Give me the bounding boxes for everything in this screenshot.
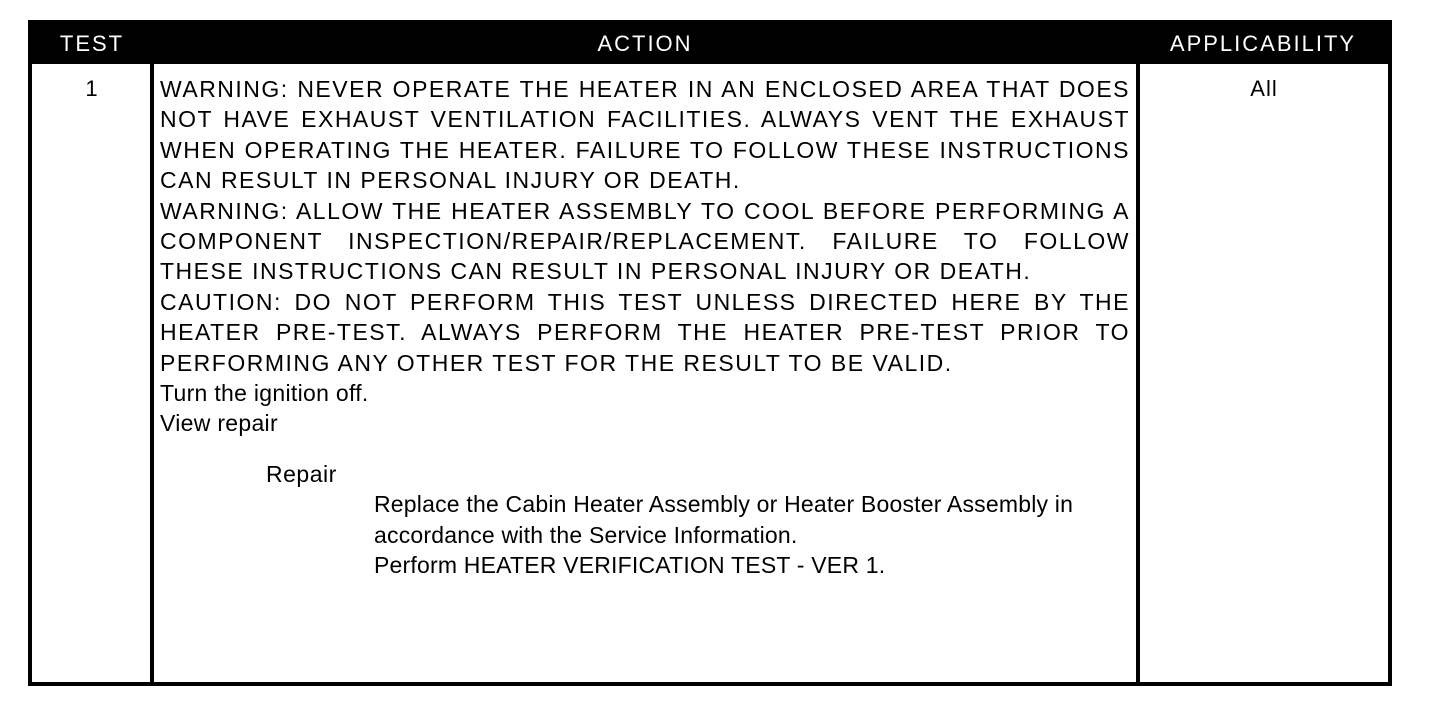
- column-divider-action: [1136, 64, 1140, 682]
- column-divider-test: [150, 64, 154, 682]
- view-repair-link[interactable]: View repair: [160, 410, 278, 437]
- repair-verification-instruction: Perform HEATER VERIFICATION TEST - VER 1.: [374, 552, 886, 579]
- diagnostic-table: [28, 20, 1392, 686]
- header-action: ACTION: [597, 31, 693, 56]
- test-number: 1: [85, 76, 99, 101]
- header-test: TEST: [59, 31, 125, 56]
- repair-replace-instruction: Replace the Cabin Heater Assembly or Heater Booster Assembly in accordance with the Service Information.: [374, 491, 1074, 548]
- table-header: [32, 24, 1388, 64]
- repair-heading: Repair: [266, 460, 337, 487]
- action-cell: [160, 74, 1130, 581]
- warning-cool: WARNING: ALLOW THE HEATER ASSEMBLY TO COOL BEFORE PERFORMING A COMPONENT INSPECTION/REPAIR/REPLACEMENT. FAILURE TO FOLLOW THESE INSTRUCTIONS CAN RESULT IN PERSONAL INJURY OR DEATH.: [160, 197, 1130, 285]
- caution-pretest: CAUTION: DO NOT PERFORM THIS TEST UNLESS DIRECTED HERE BY THE HEATER PRE-TEST. ALWAYS PERFORM THE HEATER PRE-TEST PRIOR TO PERFORMING ANY OTHER TEST FOR THE RESULT TO BE VALID.: [160, 288, 1130, 376]
- warning-exhaust: WARNING: NEVER OPERATE THE HEATER IN AN ENCLOSED AREA THAT DOES NOT HAVE EXHAUST VENTILATION FACILITIES. ALWAYS VENT THE EXHAUST WHEN OPERATING THE HEATER. FAILURE TO FOLLOW THESE INSTRUCTIONS CAN RESULT IN PERSONAL INJURY OR DEATH.: [160, 76, 1130, 194]
- header-applicability: APPLICABILITY: [1169, 31, 1357, 56]
- step-ignition-off: Turn the ignition off.: [160, 380, 369, 407]
- repair-instructions: [374, 489, 1130, 580]
- applicability-value: All: [1250, 76, 1278, 101]
